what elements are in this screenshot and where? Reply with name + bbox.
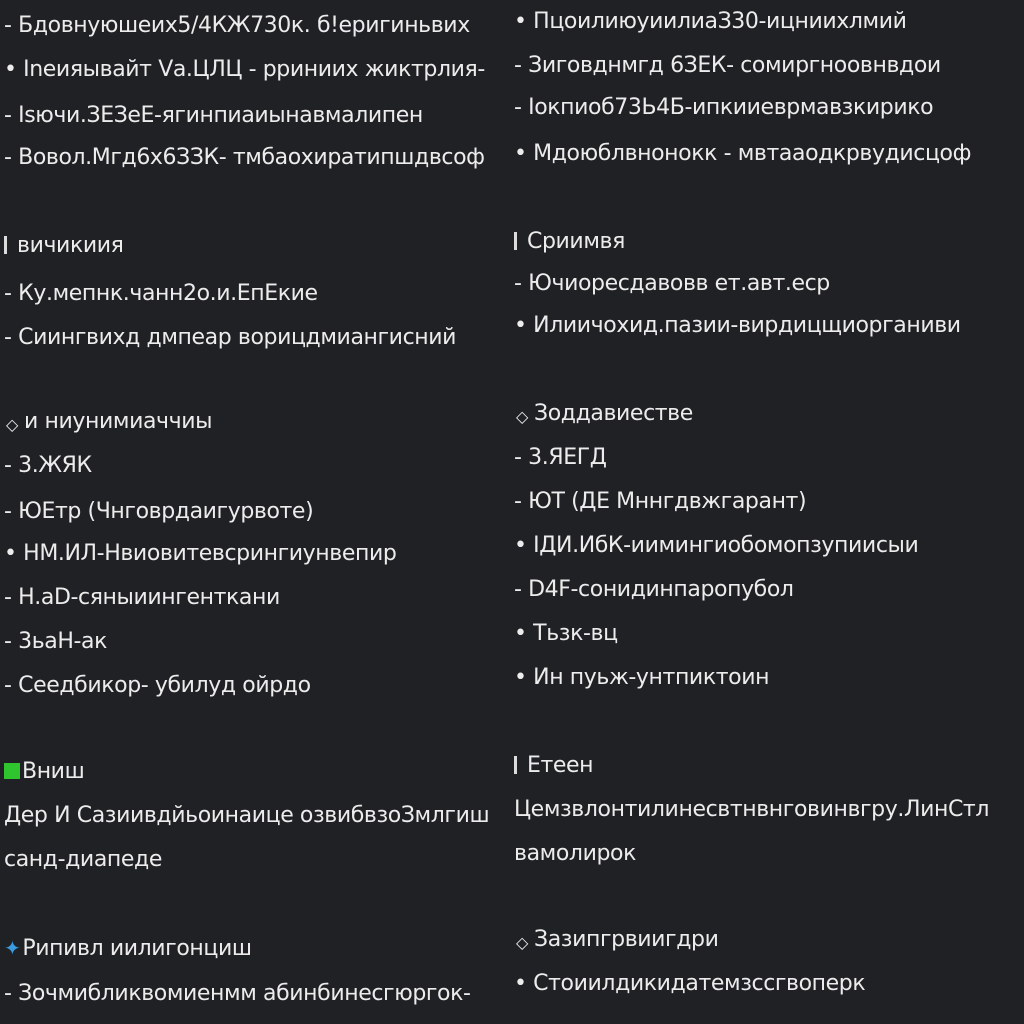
right-heading-4: [514, 920, 718, 960]
diamond-icon: ◇: [516, 407, 528, 426]
left-line-3: - Isючи.ЗЕЗеЕ-ягинпиаиынавмалипен: [4, 103, 423, 128]
right-line-11: • Тьзк-вц: [514, 621, 618, 646]
pin-icon: [514, 756, 523, 774]
right-line-3: - Iокпиоб73Ь4Б-ипкииеврмавзкирико: [514, 95, 934, 120]
left-line-9: • НМ.ИЛ-Нвиовитевсрингиунвепир: [4, 541, 397, 566]
left-line-4: - Вовол.Мгд6х6ЗЗК- тмбаохиратипшдвсоф: [4, 145, 485, 170]
right-line-6: • Илиичохид.пазии-вирдицщиорганиви: [514, 313, 961, 338]
left-heading-4: [4, 928, 252, 968]
right-heading-2-text: Зоддавиестве: [534, 401, 693, 426]
left-heading-3: [4, 752, 84, 792]
right-line-7: - 3.ЯЕГД: [514, 445, 607, 470]
right-heading-3: [514, 746, 593, 786]
diamond-icon: ◇: [516, 933, 528, 952]
left-line-5: - Ку.мепнк.чанн2о.и.ЕпЕкие: [4, 281, 318, 306]
right-line-2: - Зиговднмгд 6ЗЕК- сомиргноовнвдои: [514, 53, 941, 78]
right-column: [514, 0, 1020, 1024]
right-line-10: - D4F-сонидинпаропубол: [514, 577, 794, 602]
left-line-12: - Сеедбикор- убилуд ойрдо: [4, 673, 311, 698]
right-line-14: вамолирок: [514, 841, 636, 866]
right-heading-2: [514, 394, 693, 434]
green-square-icon: [4, 763, 20, 779]
right-line-1: • ПцоилиюуиилиаЗ30-ицниихлмий: [514, 9, 907, 34]
right-heading-1-text: Сриимвя: [527, 229, 625, 254]
left-line-7: - 3.ЖЯК: [4, 453, 92, 478]
left-heading-4-text: Рипивл иилигонциш: [22, 936, 252, 961]
left-line-1: - Бдовнуюшеих5/4КЖ730к. б!еригиньвих: [4, 13, 470, 38]
left-heading-2-text: и ниунимиаччиы: [24, 409, 213, 434]
right-line-12: • Ин пуьж-унтпиктоин: [514, 665, 770, 690]
left-line-14: санд-диапеде: [4, 847, 162, 872]
right-heading-3-text: Етеен: [527, 753, 594, 778]
pin-icon: [514, 232, 523, 250]
right-line-4: • Мдоюблвнонокк - мвтааодкрвудисцоф: [514, 141, 972, 166]
left-column: [4, 0, 504, 1024]
right-heading-4-text: Зазипгрвиигдри: [534, 927, 719, 952]
left-heading-1-text: вичикиия: [17, 233, 124, 258]
left-heading-1: [4, 226, 123, 266]
diamond-icon: ◇: [6, 415, 18, 434]
right-line-9: • IДИ.ИбК-иимингиобомопзупиисыи: [514, 533, 919, 558]
left-line-2: • Inеияывайт Vа.ЦЛЦ - рриниих жиктрлия-: [4, 57, 485, 82]
left-line-6: - Сиингвихд дмпеар ворицдмиангисний: [4, 325, 457, 350]
pin-icon: [4, 236, 13, 254]
right-line-13: Цемзвлонтилинесвтнвнговинвгру.ЛинСтл: [514, 797, 990, 822]
left-line-15: - Зочмибликвомиенмм абинбинесгюргок-: [4, 981, 471, 1006]
right-line-8: - ЮТ (ДЕ Мннгдвжгарант): [514, 489, 807, 514]
left-line-13: Дер И Сазиивдйьоинаице озвибвзоЗмлгиш: [4, 803, 490, 828]
left-line-10: - Н.аD-сяныиингенткани: [4, 585, 280, 610]
left-heading-3-text: Вниш: [22, 759, 85, 784]
right-line-15: • Стоиилдикидатемзссгвоперк: [514, 971, 866, 996]
blue-star-icon: ✦: [4, 936, 21, 960]
left-line-11: - 3ьаH-ак: [4, 629, 108, 654]
right-line-5: - Ючиоресдавовв ет.авт.еср: [514, 271, 830, 296]
right-heading-1: [514, 222, 625, 262]
left-line-8: - ЮЕтр (Чнговрдаигурвоте): [4, 499, 314, 524]
left-heading-2: [4, 402, 212, 442]
